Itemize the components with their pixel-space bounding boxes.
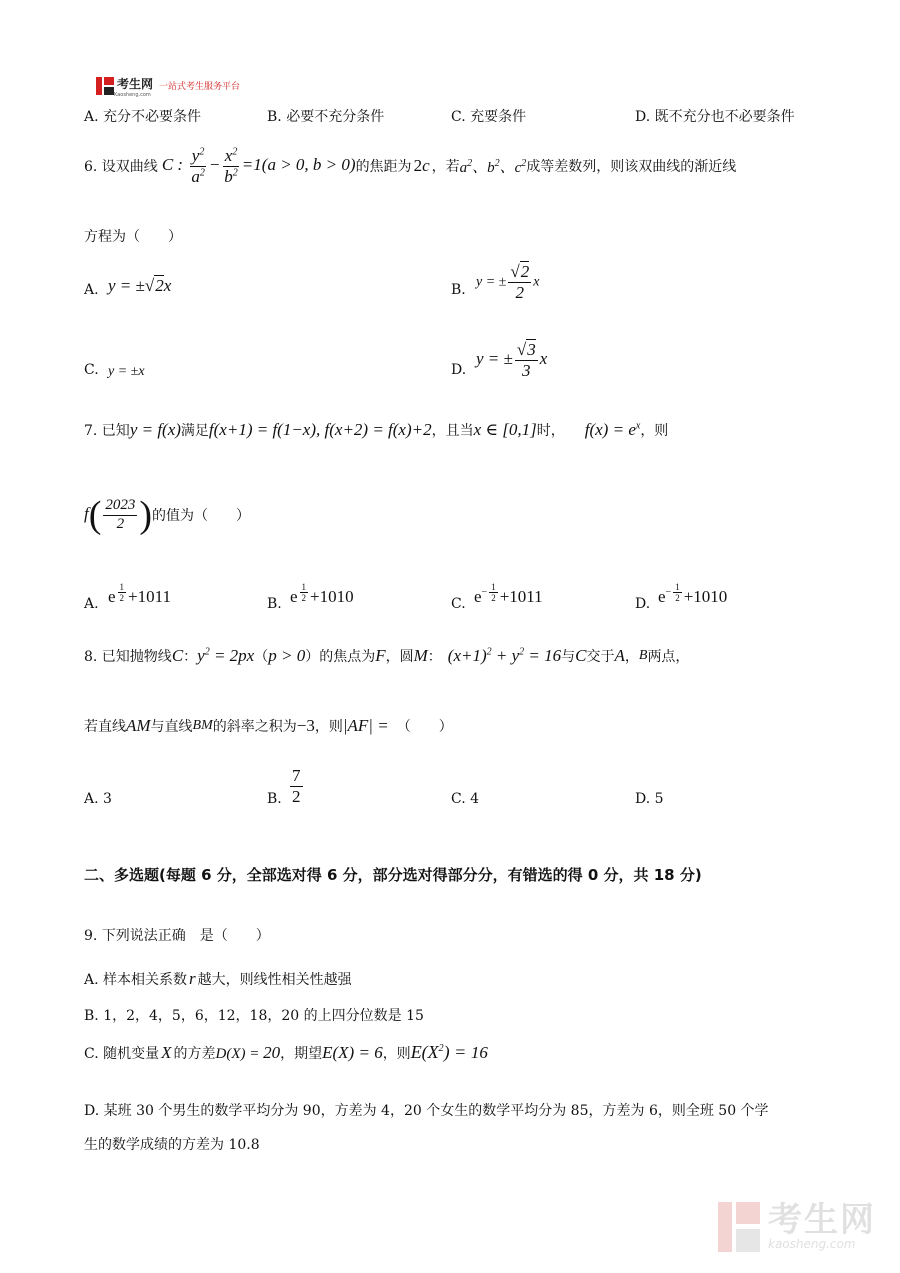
- q9-opt-c-mid3: ，则: [382, 1045, 411, 1062]
- q8-c2: C: [575, 646, 587, 665]
- q7-opt-c-formula: $e^{- \frac{1}{2}}$ +1011: [474, 582, 543, 606]
- logo-slogan: 一站式考生服务平台: [159, 82, 241, 92]
- q7-text-time: 时，: [536, 423, 565, 439]
- q9-opt-d-line2: 生的数学成绩的方差为 10.8: [84, 1137, 260, 1153]
- q7-opt-a-formula: e $^{\frac{1}{2}}$ +1011: [108, 582, 172, 606]
- watermark-domain: kaosheng.com: [768, 1237, 856, 1251]
- q9-r: r: [189, 969, 196, 988]
- q8-opt-d: D. 5: [635, 791, 664, 807]
- q8-opt-b-formula: $\frac{7}{2}$: [292, 766, 301, 806]
- q8-stem: 8. 已知抛物线 C ： $y^2 = 2px$ （ p > 0 ）的焦点为 F ，圆 M ： $(x+1)^2 + y^2 = 16$ 与 C 交于 A ， B 两点，: [84, 646, 690, 665]
- q7-text-satisfy: 满足: [180, 423, 209, 439]
- q6-opt-a-formula: y = ±√2x: [108, 276, 172, 295]
- q7-opt-d-formula: $e^{- \frac{1}{2}}$ +1010: [658, 582, 728, 606]
- q7-opt-b-value: +1010: [310, 586, 354, 606]
- q6-opt-b-formula: y = ± $\frac{√2}{2}$ x: [476, 262, 540, 302]
- q7-text-when: ，且当: [431, 423, 474, 439]
- q8-p-positive: p > 0: [268, 646, 306, 665]
- q8-line2: [84, 716, 453, 736]
- q8-minus3: −3: [296, 716, 315, 735]
- logo-domain: Kaosheng.com: [114, 92, 151, 98]
- q5-option-d: D. 既不充分也不必要条件: [635, 109, 795, 125]
- q9-opt-b: B. 1，2，4，5，6，12，18，20 的上四分位数是 15: [84, 1008, 424, 1024]
- q6-text-if: ，若: [431, 159, 460, 176]
- q7-func: y = f(x): [129, 420, 181, 439]
- q7-opt-c-value: +1011: [499, 586, 543, 606]
- q6-opt-c-label: C.: [84, 362, 99, 378]
- q9-opt-c: [84, 1042, 488, 1063]
- q7-opt-b-formula: e $^{\frac{1}{2}}$ +1010: [290, 582, 354, 606]
- q8-text-circle: ，圆: [385, 649, 414, 665]
- q6-line2: 方程为（ ）: [84, 229, 182, 245]
- q8-b: B: [638, 648, 648, 663]
- q9-dx: D(X) = 20: [215, 1042, 281, 1062]
- q8-circle-eq: $(x+1)^2 + y^2 = 16$: [447, 646, 562, 665]
- q6-stem: [84, 146, 736, 186]
- q9-opt-a-pre: A. 样本相关系数: [84, 972, 188, 988]
- q7-opt-d-value: +1010: [683, 586, 728, 606]
- q8-opt-b-label: B.: [267, 791, 282, 807]
- q7-stem: [84, 420, 668, 440]
- q6-hyperbola-formula: C : $\frac{y^2}{a^2}$ − $\frac{x^2}{b^2}$ =1(a > 0, b > 0): [161, 146, 356, 186]
- q8-parabola: $y^2 = 2px$: [197, 646, 255, 665]
- q8-line2-a: 若直线: [84, 719, 126, 735]
- q6-number: 6. 设双曲线: [84, 159, 158, 176]
- q8-text-intersect: 交于: [586, 649, 615, 665]
- q7-opt-a-label: A.: [84, 596, 99, 612]
- q8-line2-e: （ ）: [396, 719, 453, 735]
- q5-option-c: C. 充要条件: [451, 109, 527, 125]
- q9-opt-c-pre: C. 随机变量: [84, 1045, 160, 1062]
- q8-opt-c: C. 4: [451, 791, 480, 807]
- q6-opt-b-label: B.: [451, 282, 466, 298]
- logo-mark-icon: [96, 77, 114, 95]
- q7-opt-c-label: C.: [451, 596, 466, 612]
- q6-text-focal: 的焦距为: [355, 159, 412, 176]
- q6-opt-d-label: D.: [451, 362, 467, 378]
- q8-text-focus: ）的焦点为: [305, 649, 376, 665]
- logo-name: 考生网: [117, 77, 154, 91]
- watermark-name: 考生网: [768, 1200, 876, 1240]
- q9-opt-d-line1: D. 某班 30 个男生的数学平均分为 90，方差为 4，20 个女生的数学平均分为 85，方差为 6，则全班 50 个学: [84, 1103, 769, 1119]
- q8-af: |AF| =: [342, 716, 389, 735]
- q9-opt-a-post: 越大，则线性相关性越强: [197, 972, 352, 988]
- q5-option-a: A. 充分不必要条件: [84, 109, 202, 125]
- q8-m: M: [413, 646, 428, 665]
- q8-line2-d: ，则: [314, 719, 343, 735]
- q7-text-then: ，则: [640, 423, 669, 439]
- q7-line2-text: 的值为（ ）: [152, 508, 251, 524]
- q7-opt-a-value: +1011: [128, 586, 172, 606]
- q8-c: C: [171, 646, 184, 665]
- q7-f-frac: f( $\frac{2023}{2}$ ): [84, 494, 153, 536]
- q7-number: 7. 已知: [84, 423, 130, 439]
- q6-opt-c-formula: y = ±x: [108, 364, 145, 379]
- q7-fx-exp: $f(x) = e^x$: [584, 420, 641, 439]
- q9-ex: E(X) = 6: [322, 1042, 383, 1062]
- q8-line2-b: 与直线: [150, 719, 193, 735]
- q7-interval: x ∈ [0,1]: [473, 420, 537, 439]
- q8-f: F: [375, 646, 386, 665]
- watermark-mark-icon: [718, 1202, 762, 1252]
- q9-stem: 9. 下列说法正确 是（ ）: [84, 928, 270, 944]
- q8-am: AM: [126, 716, 151, 735]
- q8-text-paren: （: [254, 649, 269, 665]
- header-logo: [96, 73, 240, 98]
- q7-opt-b-label: B.: [267, 596, 282, 612]
- q6-opt-d-formula: y = ± $\frac{√3}{3}$ x: [476, 340, 548, 380]
- q8-line2-c: 的斜率之积为: [212, 719, 297, 735]
- q8-opt-a: A. 3: [84, 791, 112, 807]
- q9-x: X: [161, 1042, 172, 1062]
- q8-text-points: 两点，: [647, 649, 690, 665]
- q9-opt-c-mid: 的方差: [173, 1045, 216, 1062]
- q6-squares: $a^2$、$b^2$、$c^2$: [459, 157, 527, 176]
- q8-a: A: [614, 646, 625, 665]
- q7-line2: [84, 496, 250, 534]
- q9-ex2: $E(X^2) = 16$: [410, 1042, 488, 1062]
- q7-equations: f(x+1) = f(1−x), f(x+2) = f(x)+2: [208, 420, 432, 439]
- logo-text: [114, 73, 153, 98]
- watermark-logo: [718, 1202, 876, 1252]
- q6-text-seq: 成等差数列，则该双曲线的渐近线: [526, 159, 737, 176]
- section2-title: 二、多选题(每题 6 分，全部选对得 6 分，部分选对得部分分，有错选的得 0 分，共 18 分): [84, 866, 702, 884]
- q6-opt-a-label: A.: [84, 282, 99, 298]
- q8-text-and: 与: [561, 649, 576, 665]
- q8-number: 8. 已知抛物线: [84, 649, 172, 665]
- q9-opt-a: [84, 969, 352, 989]
- q9-opt-c-mid2: ，期望: [280, 1045, 323, 1062]
- q8-bm: BM: [192, 718, 213, 733]
- q5-option-b: B. 必要不充分条件: [267, 109, 385, 125]
- q6-2c: 2c: [413, 156, 430, 176]
- q7-opt-d-label: D.: [635, 596, 651, 612]
